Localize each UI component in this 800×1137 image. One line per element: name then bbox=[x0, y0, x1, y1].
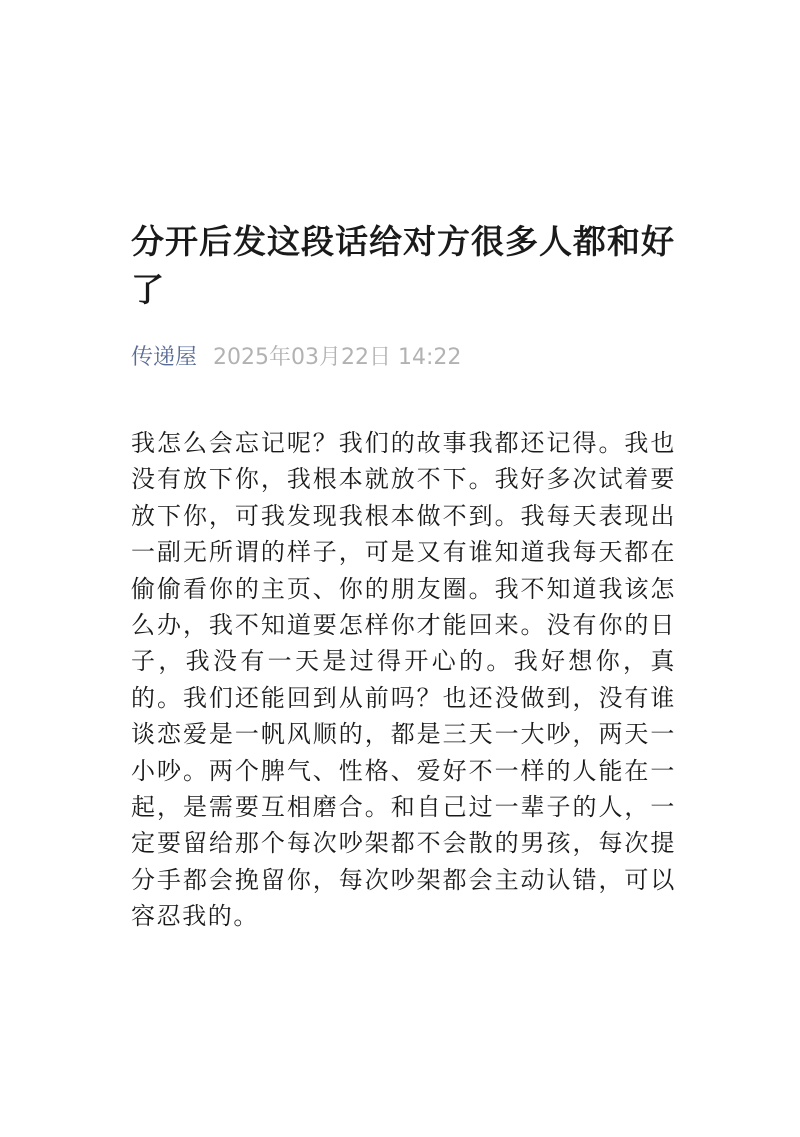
article-meta bbox=[131, 343, 676, 373]
publish-date: 2025年03月22日 14:22 bbox=[213, 345, 462, 370]
article-title: 分开后发这段话给对方很多人都和好了 bbox=[131, 222, 675, 309]
article-body: 我怎么会忘记呢？我们的故事我都还记得。我也没有放下你，我根本就放不下。我好多次试着要放下你，可我发现我根本做不到。我每天表现出一副无所谓的样子，可是又有谁知道我每天都在偷偷看你的主页、你的朋友圈。我不知道我该怎么办，我不知道要怎样你才能回来。没有你的日子，我没有一天是过得开心的。我好想你，真的。我们还能回到从前吗？也还没做到，没有谁谈恋爱是一帆风顺的，都是三天一大吵，两天一小吵。两个脾气、性格、爱好不一样的人能在一起，是需要互相磨合。和自己过一辈子的人，一定要留给那个每次吵架都不会散的男孩，每次提分手都会挽留你，每次吵架都会主动认错，可以容忍我的。 bbox=[131, 429, 676, 931]
article bbox=[131, 218, 676, 935]
author-link[interactable]: 传递屋 bbox=[131, 345, 198, 370]
